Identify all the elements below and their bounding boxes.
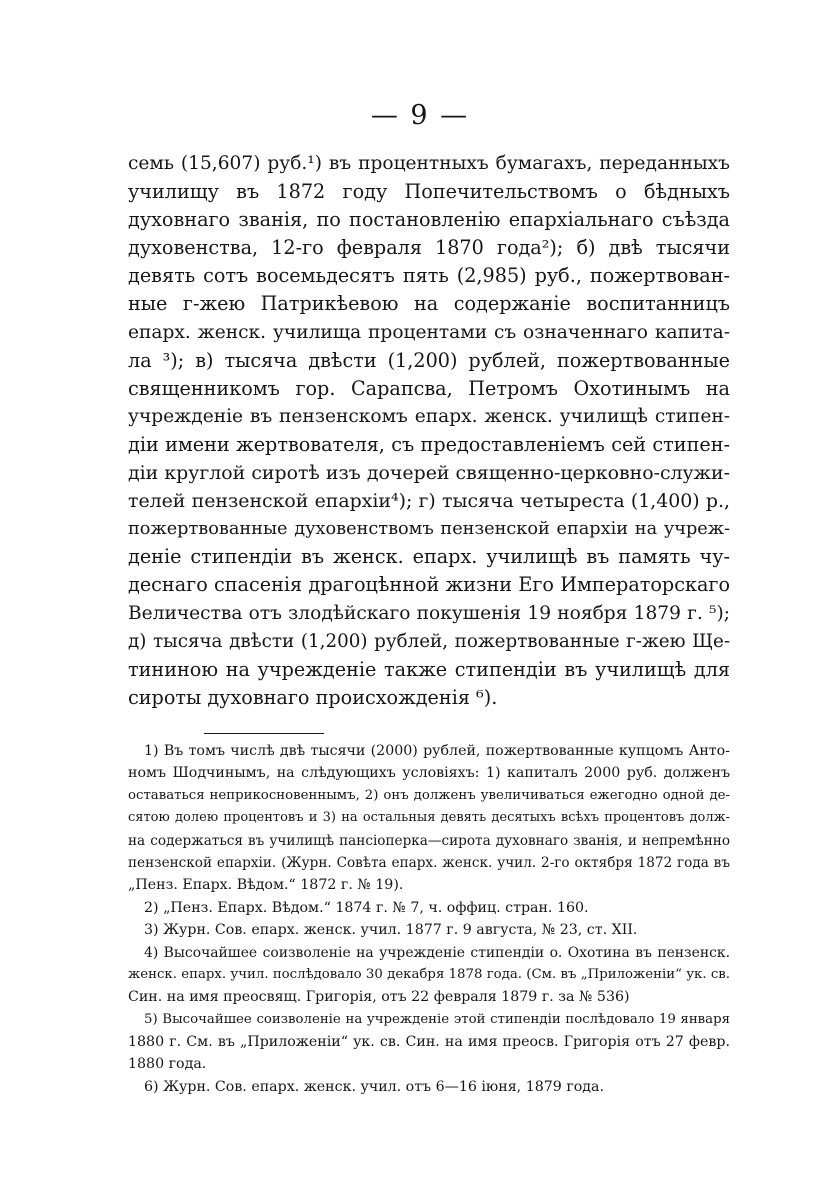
footnote-line: 3) Журн. Сов. епарх. женск. учил. 1877 г. 9 августа, № 23, ст. XII. xyxy=(144,922,638,939)
text-line: Величества отъ злодѣйскаго покушенія 19 ноября 1879 г. ⁵); xyxy=(128,602,730,624)
text-line: деснаго спасенія драгоцѣнной жизни Его Императорскаго xyxy=(128,573,730,597)
text-line: училищу въ 1872 году Попечительствомъ о бѣдныхъ xyxy=(128,180,730,204)
footnote-line: на содержаться въ училищѣ пансіоперка—сирота духовнаго званія, и непремѣнно xyxy=(128,832,730,849)
text-line: д) тысяча двѣсти (1,200) рублей, пожертвованные г-жею Ще- xyxy=(128,630,730,652)
text-line: ные г-жею Патрикѣевою на содержаніе воспитанницъ xyxy=(128,292,730,316)
text-line: духовенства, 12-го февраля 1870 года²); б) двѣ тысячи xyxy=(128,236,730,260)
footnote-line: 6) Журн. Сов. епарх. женск. учил. отъ 6—16 іюня, 1879 года. xyxy=(144,1078,604,1095)
text-line: пожертвованные духовенствомъ пензенской епархіи на учреж- xyxy=(128,519,730,540)
text-line: девять сотъ восемьдесятъ пять (2,985) руб., пожертвован- xyxy=(128,264,730,288)
footnote-line: 1880 г. См. въ „Приложеніи“ ук. св. Син. на имя преосв. Григорія отъ 27 февр. xyxy=(128,1034,730,1051)
footnote-line: оставаться неприкосновеннымъ, 2) онъ долженъ увеличиваться ежегодно одной де- xyxy=(128,787,730,803)
footnote-line: 1880 года. xyxy=(128,1056,207,1073)
text-line: духовнаго званія, по постановленію епархіальнаго съѣзда xyxy=(128,208,730,232)
text-line: деніе стипендіи въ женск. епарх. училищѣ въ память чу- xyxy=(128,545,730,569)
footnote-separator xyxy=(204,733,324,734)
text-line: діи круглой сиротѣ изъ дочерей священно-церковно-служи- xyxy=(128,462,730,485)
footnote-line: пензенской епархіи. (Журн. Совѣта епарх. женск. учил. 2-го октября 1872 года въ xyxy=(128,854,730,871)
footnote-line: Син. на имя преосвящ. Григорія, отъ 22 февраля 1879 г. за № 536) xyxy=(128,989,630,1006)
text-line: тининою на учрежденіе также стипендіи въ училищѣ для xyxy=(128,657,730,681)
footnote-line: 2) „Пенз. Епарх. Вѣдом.“ 1874 г. № 7, ч. оффиц. стран. 160. xyxy=(144,899,589,916)
text-line: учрежденіе въ пензенскомъ епарх. женск. училищѣ стипен- xyxy=(128,405,730,427)
page-number: — 9 — xyxy=(370,100,470,131)
text-line: телей пензенской епархіи⁴); г) тысяча четыреста (1,400) р., xyxy=(128,490,730,513)
footnote-line: 4) Высочайшее соизволеніе на учрежденіе стипендіи о. Охотина въ пензенск. xyxy=(144,944,730,961)
text-line: діи имени жертвователя, съ предоставленіемъ сей стипен- xyxy=(128,432,730,456)
footnote-line: женск. епарх. учил. послѣдовало 30 декабря 1878 года. (См. въ „Приложеніи“ ук. св. xyxy=(128,966,730,982)
footnote-line: сятою долею процентовъ и 3) на остальныя девять десятыхъ всѣхъ процентовъ долж- xyxy=(128,810,730,826)
text-line: сироты духовнаго происхожденія ⁶). xyxy=(128,685,498,709)
text-line: епарх. женск. училища процентами съ означеннаго капита- xyxy=(128,321,730,343)
text-line: ла ³); в) тысяча двѣсти (1,200) рублей, пожертвованные xyxy=(128,348,730,372)
footnote-line: номъ Шодчинымъ, на слѣдующихъ условіяхъ: 1) капиталъ 2000 руб. долженъ xyxy=(128,765,730,782)
footnotes xyxy=(128,740,730,1098)
footnote-line: 1) Въ томъ числѣ двѣ тысячи (2000) рублей, пожертвованные купцомъ Анто- xyxy=(144,743,730,759)
text-line: священникомъ гор. Сарапсва, Петромъ Охотинымъ на xyxy=(128,376,730,400)
main-text xyxy=(128,150,730,712)
footnote-line: 5) Высочайшее соизволеніе на учрежденіе этой стипендіи послѣдовало 19 января xyxy=(144,1011,730,1027)
text-line: семь (15,607) руб.¹) въ процентныхъ бумагахъ, переданныхъ xyxy=(128,153,730,174)
footnote-line: „Пенз. Епарх. Вѣдом.“ 1872 г. № 19). xyxy=(128,877,404,894)
